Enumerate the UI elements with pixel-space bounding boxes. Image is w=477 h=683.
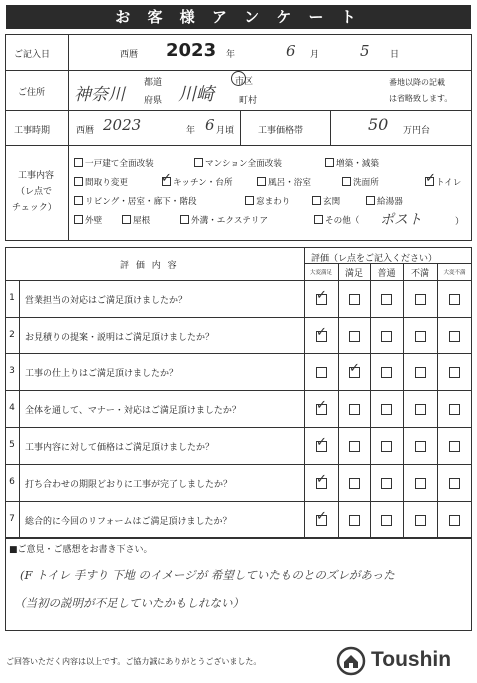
brand-name: Toushin: [371, 648, 452, 671]
rating-check-mark: ✓: [316, 287, 327, 303]
checkbox[interactable]: [74, 215, 83, 224]
price-label: 工事価格帯: [258, 126, 304, 136]
work-other-close: ）: [455, 217, 465, 227]
work-item-water-heater[interactable]: 給湯器: [366, 195, 403, 207]
date-day-unit: 日: [390, 50, 400, 60]
work-item-toilet[interactable]: トイレ: [425, 176, 461, 188]
question-number: 3: [9, 365, 15, 376]
rating-checkbox[interactable]: [415, 294, 426, 305]
rating-checkbox[interactable]: [449, 367, 460, 378]
rating-checkbox[interactable]: [381, 331, 392, 342]
work-label-3: チェック）: [12, 203, 57, 213]
price-unit: 万円台: [403, 126, 431, 136]
checkbox[interactable]: [257, 177, 266, 186]
question-number: 5: [9, 439, 15, 450]
question-text: お見積りの提案・説明はご満足頂けましたか？: [25, 332, 215, 343]
checkbox[interactable]: [122, 215, 131, 224]
work-item-layout[interactable]: 間取り変更: [74, 176, 128, 188]
address-note-1: 番地以降の記載: [389, 78, 445, 87]
question-number: 1: [9, 292, 15, 303]
question-number: 7: [9, 513, 15, 524]
work-item-bath[interactable]: 風呂・浴室: [257, 176, 311, 188]
date-era: 西暦: [120, 50, 139, 60]
period-year-unit: 年: [186, 126, 196, 136]
checkbox[interactable]: [194, 158, 203, 167]
rating-checkbox[interactable]: [381, 367, 392, 378]
period-year[interactable]: 2023: [103, 116, 142, 134]
address-label: ご住所: [18, 88, 46, 98]
rating-checkbox[interactable]: [349, 404, 360, 415]
period-era: 西暦: [76, 126, 95, 136]
question-text: 総合的に今回のリフォームはご満足頂けましたか？: [25, 516, 232, 527]
rating-checkbox[interactable]: [381, 404, 392, 415]
rating-checkbox[interactable]: [415, 367, 426, 378]
rating-checkbox[interactable]: [415, 515, 426, 526]
comments-line-2[interactable]: （当初の説明が不足していたかもしれない）: [14, 596, 244, 610]
question-number: 4: [9, 402, 15, 413]
work-item-entrance[interactable]: 玄関: [312, 195, 340, 207]
rating-checkbox[interactable]: [449, 478, 460, 489]
question-text: 工事内容に対して価格はご満足頂けましたか？: [25, 442, 215, 453]
work-item-exterior[interactable]: 外溝・エクステリア: [180, 214, 268, 226]
checkbox[interactable]: [74, 158, 83, 167]
checkbox[interactable]: [325, 158, 334, 167]
work-label-1: 工事内容: [18, 171, 55, 181]
question-text: 工事の仕上りはご満足頂けましたか？: [25, 368, 179, 379]
check-mark-kitchen: ✓: [161, 171, 172, 186]
address-fuken: 府県: [144, 96, 163, 106]
rating-checkbox[interactable]: [349, 331, 360, 342]
question-number: 2: [9, 329, 15, 340]
checkbox[interactable]: [342, 177, 351, 186]
work-other-text[interactable]: ポスト: [380, 212, 422, 228]
rating-check-mark: ✓: [316, 324, 327, 340]
work-label-2: （レ点で: [16, 187, 53, 197]
rating-check-mark: ✓: [316, 471, 327, 487]
work-item-extension[interactable]: 増築・減築: [325, 157, 379, 169]
rating-eval-header: 評価（レ点をご記入ください）: [311, 254, 438, 264]
address-todo: 都道: [144, 78, 163, 88]
work-item-other[interactable]: その他（: [314, 214, 359, 226]
rating-table: [5, 247, 472, 538]
comments-label: ■ご意見・ご感想をお書き下さい。: [9, 545, 153, 555]
column-dissatisfied: 不満: [410, 269, 429, 279]
survey-title: お 客 様 ア ン ケ ー ト: [6, 5, 471, 29]
rating-checkbox[interactable]: [449, 441, 460, 452]
rating-checkbox[interactable]: [349, 478, 360, 489]
work-item-exterior-wall[interactable]: 外壁: [74, 214, 102, 226]
rating-check-mark: ✓: [316, 397, 327, 413]
address-city[interactable]: 川崎: [178, 84, 214, 105]
column-very-satisfied: 大変満足: [309, 270, 332, 276]
checkbox[interactable]: [180, 215, 189, 224]
work-item-kitchen[interactable]: キッチン・台所: [162, 176, 233, 188]
rating-checkbox[interactable]: [415, 404, 426, 415]
question-text: 全体を通して、マナー・対応はご満足頂けましたか？: [25, 405, 241, 416]
rating-checkbox[interactable]: [415, 478, 426, 489]
price-value[interactable]: 50: [368, 115, 389, 134]
rating-checkbox[interactable]: [449, 515, 460, 526]
check-mark-toilet: ✓: [425, 171, 436, 186]
work-item-house[interactable]: 一戸建て全面改装: [74, 157, 154, 169]
rating-check-mark: ✓: [349, 360, 360, 376]
work-item-mansion[interactable]: マンション全面改装: [194, 157, 282, 169]
checkbox[interactable]: [312, 196, 321, 205]
date-month[interactable]: 6: [286, 42, 296, 60]
footer-thanks: ご回答いただく内容は以上です。ご協力誠にありがとうございました。: [6, 657, 262, 666]
checkbox[interactable]: [366, 196, 375, 205]
work-item-roof[interactable]: 屋根: [122, 214, 150, 226]
date-day[interactable]: 5: [360, 42, 370, 60]
rating-checkbox[interactable]: [349, 294, 360, 305]
checkbox[interactable]: [74, 196, 83, 205]
date-year-unit: 年: [226, 50, 236, 60]
address-chouson: 町村: [239, 96, 258, 106]
rating-checkbox[interactable]: [381, 294, 392, 305]
rating-checkbox[interactable]: [381, 478, 392, 489]
rating-content-header: 評 価 内 容: [120, 261, 179, 271]
rating-checkbox[interactable]: [449, 331, 460, 342]
rating-checkbox[interactable]: [415, 441, 426, 452]
work-item-living[interactable]: リビング・居室・廊下・階段: [74, 195, 197, 207]
work-item-washroom[interactable]: 洗面所: [342, 176, 379, 188]
rating-checkbox[interactable]: [349, 441, 360, 452]
address-prefecture[interactable]: 神奈川: [74, 85, 125, 105]
checkbox[interactable]: [314, 215, 323, 224]
question-text: 営業担当の対応はご満足頂けましたか？: [25, 295, 188, 306]
date-year[interactable]: 2023: [166, 40, 217, 61]
date-month-unit: 月: [310, 50, 320, 60]
rating-checkbox[interactable]: [415, 331, 426, 342]
rating-check-mark: ✓: [316, 434, 327, 450]
question-text: 打ち合わせの期限どおりに工事が完了しましたか？: [25, 479, 233, 490]
period-month-unit: 月頃: [216, 126, 235, 136]
rating-checkbox[interactable]: [349, 515, 360, 526]
rating-checkbox[interactable]: [449, 404, 460, 415]
checkbox[interactable]: [245, 196, 254, 205]
rating-checkbox[interactable]: [316, 367, 327, 378]
brand-logo-icon: [336, 646, 366, 676]
address-shiku: 市区: [235, 77, 254, 87]
comments-line-1[interactable]: (F トイレ 手すり 下地 のイメージが 希望していたものとのズレがあった: [20, 568, 395, 582]
column-normal: 普通: [377, 269, 396, 279]
rating-check-mark: ✓: [316, 508, 327, 524]
period-label: 工事時期: [14, 126, 51, 136]
work-item-window[interactable]: 窓まわり: [245, 195, 290, 207]
column-very-dissatisfied: 大変不満: [443, 270, 466, 276]
rating-checkbox[interactable]: [449, 294, 460, 305]
period-month[interactable]: 6: [205, 116, 215, 134]
column-satisfied: 満足: [344, 269, 363, 279]
rating-checkbox[interactable]: [381, 515, 392, 526]
address-note-2: は省略致します。: [389, 94, 453, 103]
checkbox[interactable]: [74, 177, 83, 186]
question-number: 6: [9, 476, 15, 487]
date-label: ご記入日: [14, 50, 51, 60]
rating-checkbox[interactable]: [381, 441, 392, 452]
